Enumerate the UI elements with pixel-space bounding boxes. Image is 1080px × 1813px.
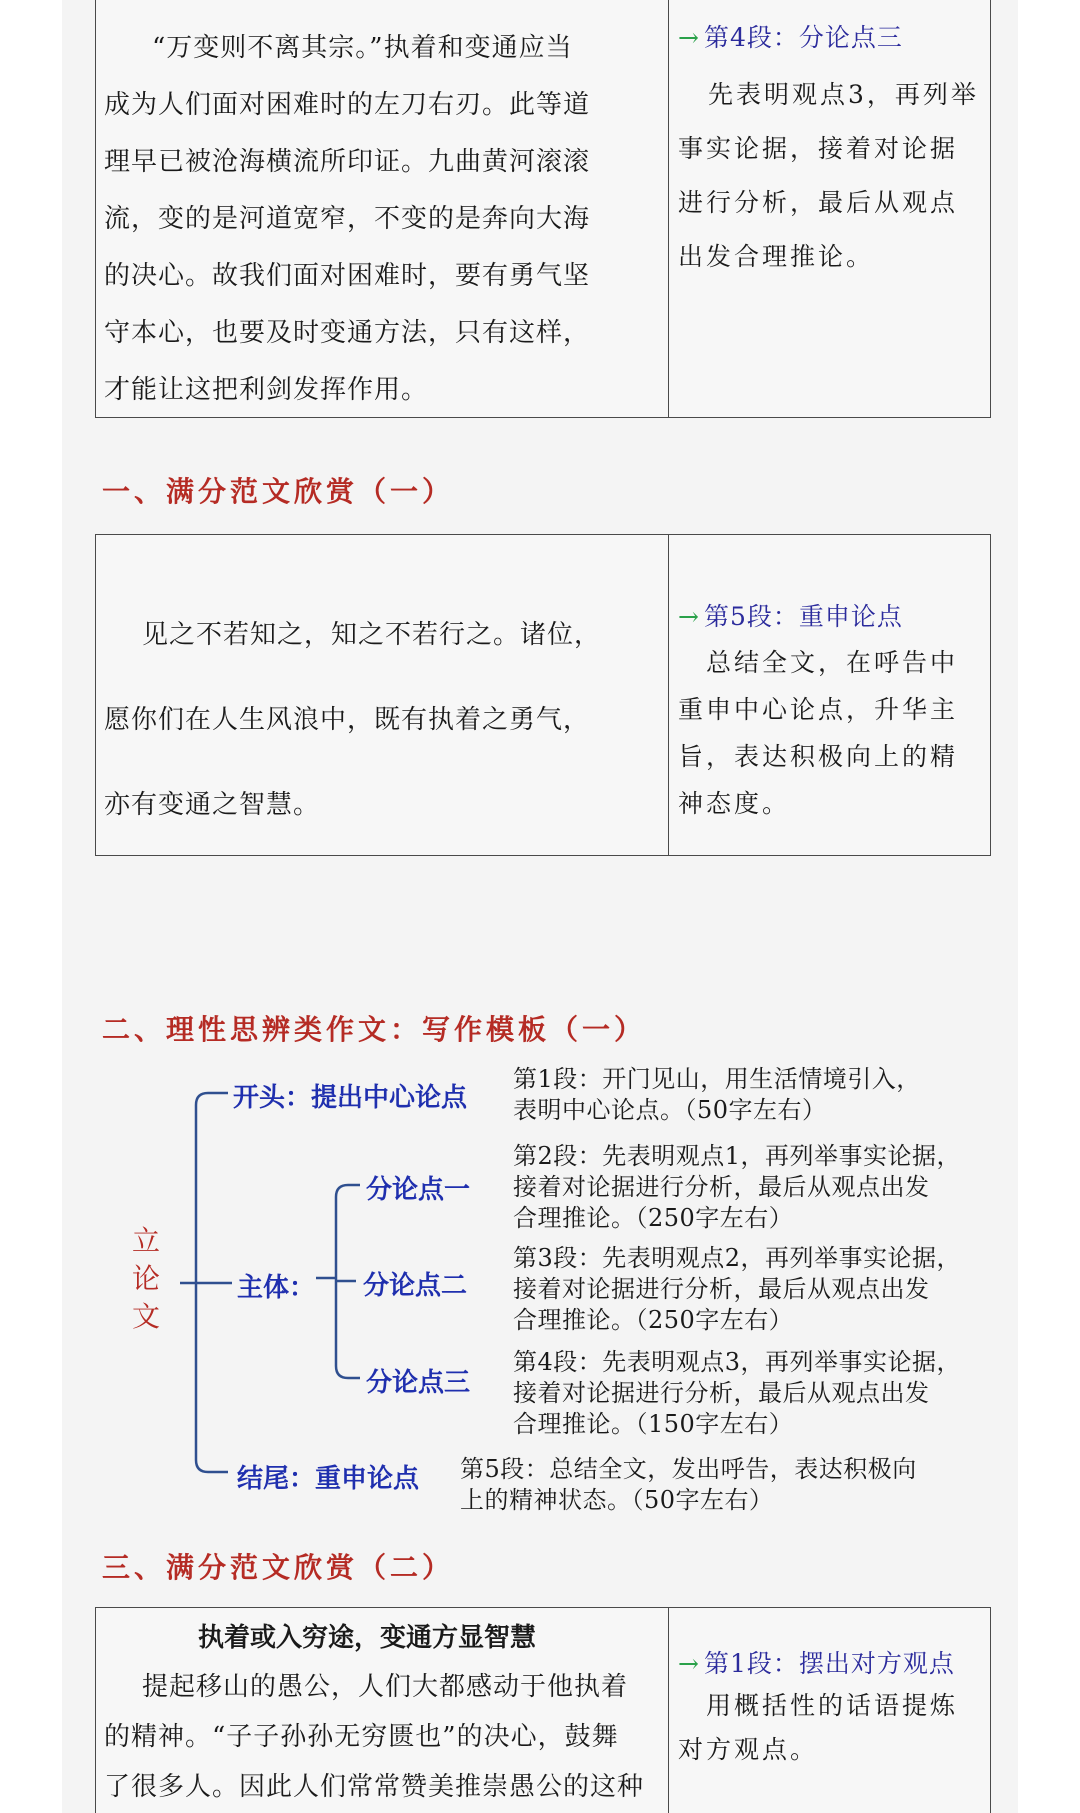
arrow-icon: →	[678, 602, 700, 631]
arrow-icon: →	[678, 1649, 700, 1678]
root-char: 论	[131, 1262, 160, 1295]
paragraph-tag	[678, 1644, 986, 1680]
annotation-column	[678, 597, 986, 827]
annotation-note	[678, 68, 986, 284]
section-heading-2: 二、理性思辨类作文：写作模板（一）	[102, 1013, 647, 1046]
annotation-column	[678, 18, 986, 284]
annotation-note	[678, 1684, 986, 1772]
desc-line: 第2段：先表明观点1，再列举事实论据，	[513, 1142, 962, 1170]
essay-paragraph	[104, 20, 660, 419]
desc-line: 表明中心论点。（50字左右）	[513, 1096, 827, 1124]
text-line: “万变则不离其宗。”执着和变通应当	[152, 33, 573, 63]
opening-description	[513, 1064, 921, 1126]
text-line: 的决心。故我们面对困难时，要有勇气坚	[104, 261, 591, 291]
text-line: 才能让这把利剑发挥作用。	[104, 375, 429, 405]
root-char: 文	[131, 1300, 160, 1333]
essay-title: 执着或入穷途，变通方显智慧	[198, 1622, 537, 1652]
root-char: 立	[131, 1224, 160, 1257]
column-divider	[668, 0, 669, 417]
section-heading-1: 一、满分范文欣赏（一）	[102, 475, 455, 508]
text-line: 成为人们面对困难时的左刀右刃。此等道	[104, 90, 591, 120]
ending-description	[460, 1454, 917, 1516]
desc-line: 第1段：开门见山，用生活情境引入，	[513, 1065, 921, 1093]
mindmap-root	[130, 1222, 162, 1336]
note-line: 对方观点。	[678, 1735, 819, 1764]
sub-point-2-label: 分论点二	[363, 1270, 468, 1300]
desc-line: 接着对论据进行分析，最后从观点出发	[513, 1379, 930, 1407]
annotation-column	[678, 1644, 986, 1772]
desc-line: 第4段：先表明观点3，再列举事实论据，	[513, 1348, 962, 1376]
note-line: 先表明观点3，再列举	[708, 80, 979, 109]
note-line: 进行分析，最后从观点	[678, 188, 959, 217]
essay-box-2	[95, 534, 991, 856]
text-line: 提起移山的愚公，人们大都感动于他执着	[142, 1672, 629, 1702]
tag-text: 第5段：重申论点	[703, 602, 903, 631]
sub-point-3-description	[513, 1347, 961, 1440]
essay-box-3	[95, 1607, 991, 1813]
paragraph-tag	[678, 18, 986, 54]
column-divider	[668, 1608, 669, 1813]
text-line: 见之不若知之，知之不若行之。诸位，	[142, 620, 602, 650]
section-heading-3: 三、满分范文欣赏（二）	[102, 1551, 455, 1584]
note-line: 重申中心论点，升华主	[678, 695, 959, 724]
desc-line: 合理推论。（250字左右）	[513, 1306, 794, 1334]
text-line: 理早已被沧海横流所印证。九曲黄河滚滚	[104, 147, 591, 177]
essay-paragraph	[104, 593, 660, 848]
note-line: 出发合理推论。	[678, 242, 875, 271]
annotation-note	[678, 639, 986, 827]
paragraph-tag	[678, 597, 986, 633]
essay-box-1	[95, 0, 991, 418]
desc-line: 合理推论。（250字左右）	[513, 1204, 794, 1232]
text-line: 愿你们在人生风浪中，既有执着之勇气，	[104, 705, 591, 735]
desc-line: 接着对论据进行分析，最后从观点出发	[513, 1173, 930, 1201]
body-label: 主体：	[237, 1272, 316, 1302]
text-line: 的精神。“子子孙孙无穷匮也”的决心，鼓舞	[104, 1722, 619, 1752]
text-line: 亦有变通之智慧。	[104, 790, 321, 820]
text-line: 了很多人。因此人们常常赞美推崇愚公的这种	[104, 1772, 645, 1802]
desc-line: 第3段：先表明观点2，再列举事实论据，	[513, 1244, 962, 1272]
text-line: 流，变的是河道宽窄，不变的是奔向大海	[104, 204, 591, 234]
ending-label: 结尾：重申论点	[237, 1463, 420, 1493]
sub-point-2-description	[513, 1243, 961, 1336]
arrow-icon: →	[678, 23, 700, 52]
desc-line: 第5段：总结全文，发出呼告，表达积极向	[460, 1455, 917, 1483]
text-line: 守本心，也要及时变通方法，只有这样，	[104, 318, 591, 348]
note-line: 事实论据，接着对论据	[678, 134, 959, 163]
note-line: 神态度。	[678, 789, 791, 818]
desc-line: 合理推论。（150字左右）	[513, 1410, 794, 1438]
sub-point-3-label: 分论点三	[366, 1367, 471, 1397]
note-line: 旨，表达积极向上的精	[678, 742, 959, 771]
desc-line: 接着对论据进行分析，最后从观点出发	[513, 1275, 930, 1303]
desc-line: 上的精神状态。（50字左右）	[460, 1486, 774, 1514]
essay-paragraph	[104, 1662, 660, 1812]
sub-point-1-description	[513, 1141, 961, 1234]
note-line: 总结全文，在呼告中	[706, 648, 959, 677]
opening-label: 开头：提出中心论点	[233, 1082, 468, 1112]
tag-text: 第4段：分论点三	[703, 23, 903, 52]
note-line: 用概括性的话语提炼	[706, 1691, 959, 1720]
column-divider	[668, 535, 669, 855]
essay-content	[104, 1618, 660, 1812]
tag-text: 第1段：摆出对方观点	[703, 1649, 955, 1678]
sub-point-1-label: 分论点一	[366, 1174, 471, 1204]
